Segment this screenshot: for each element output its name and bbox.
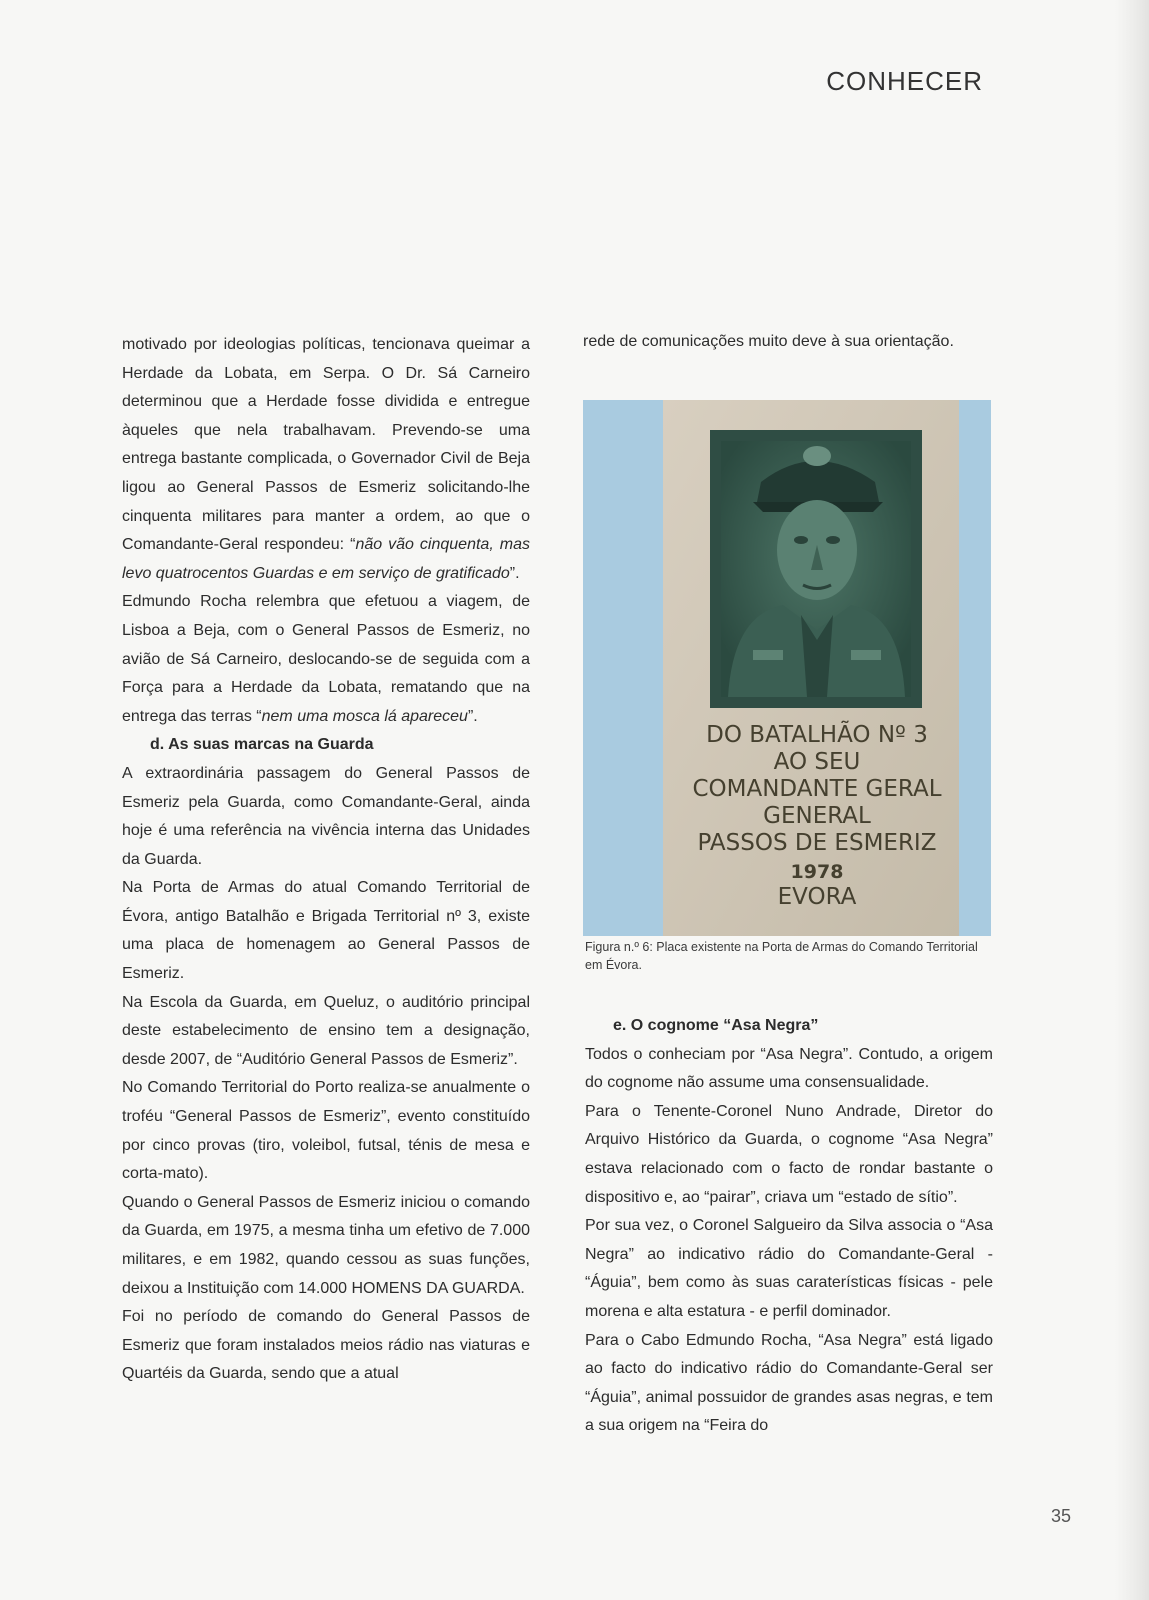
page-edge-shadow [1115,0,1149,1600]
paragraph: A extraordinária passagem do General Passos de Esmeriz pela Guarda, como Comandante-Geral, ainda hoje é uma referência na vivência interna das Unidades da Guarda. [122,764,530,868]
section-title: CONHECER [826,66,983,96]
page-number: 35 [1051,1506,1072,1526]
right-column-top [583,328,991,357]
paragraph: Por sua vez, o Coronel Salgueiro da Silva associa o “Asa Negra” ao indicativo rádio do Comandante-Geral - “Águia”, bem como às suas caraterísticas físicas - pele morena e alta estatura - e perfil dominador. [585,1217,993,1320]
plaque-line-2: AO SEU [773,749,861,775]
plaque-line-3: COMANDANTE GERAL [692,776,942,802]
paragraph: Foi no período de comando do General Passos de Esmeriz que foram instalados meios rádio nas viaturas e Quartéis da Guarda, sendo que a atual [122,1308,530,1383]
paragraph: Quando o General Passos de Esmeriz iniciou o comando da Guarda, em 1975, a mesma tinha um efetivo de 7.000 militares, e em 1982, quando cessou as suas funções, deixou a Instituição com 14.000 HOMENS DA GUARDA. [122,1193,530,1297]
heading-e: e. O cognome “Asa Negra” [613,1017,819,1034]
plaque-line-4: GENERAL [763,803,871,829]
plaque-line-7: EVORA [777,884,857,910]
left-column [122,331,530,1389]
paragraph [122,588,530,731]
paragraph: No Comando Territorial do Porto realiza-se anualmente o troféu “General Passos de Esmeriz”, evento constituído por cinco provas (tiro, voleibol, futsal, ténis de mesa e corta-mato). [122,1079,530,1183]
text-run: ”. [509,564,520,582]
paragraph: Na Porta de Armas do atual Comando Territorial de Évora, antigo Batalhão e Brigada Territorial nº 3, existe uma placa de homenagem ao General Passos de Esmeriz. [122,879,530,983]
paragraph [122,331,530,588]
paragraph: Para o Tenente-Coronel Nuno Andrade, Diretor do Arquivo Histórico da Guarda, o cognome “Asa Negra” estava relacionado com o facto de rondar bastante o dispositivo e, ao “pairar”, criava um “estado de sítio”. [585,1102,993,1206]
plaque-photo [583,400,991,936]
paragraph: Para o Cabo Edmundo Rocha, “Asa Negra” está ligado ao facto do indicativo rádio do Comandante-Geral ser “Águia”, animal possuidor de grandes asas negras, e tem a sua origem na “Feira do [585,1331,993,1435]
quote: não vão cinquenta, mas levo quatrocentos Guardas e em serviço de gratificado [122,536,530,582]
text-run: ”. [467,707,478,725]
plaque-line-1: DO BATALHÃO Nº 3 [706,722,928,748]
text-run: motivado por ideologias políticas, tencionava queimar a Herdade da Lobata, em Serpa. O Dr. Sá Carneiro determinou que a Herdade fosse dividida e entregue àqueles que nela trabalhavam. Prevendo-se uma entrega bastante complicada, o Governador Civil de Beja ligou ao General Passos de Esmeriz solicitando-lhe cinquenta militares para manter a ordem, ao que o Comandante-Geral respondeu: “ [122,336,530,554]
quote: nem uma mosca lá apareceu [261,707,468,725]
text-run: Edmundo Rocha relembra que efetuou a viagem, de Lisboa a Beja, com o General Passos de Esmeriz, no avião de Sá Carneiro, deslocando-se de seguida com a Força para a Herdade da Lobata, rematando que na entrega das terras “ [122,593,530,725]
plaque-illustration [583,400,991,936]
plaque-line-5: PASSOS DE ESMERIZ [697,830,937,856]
paragraph: Todos o conheciam por “Asa Negra”. Contudo, a origem do cognome não assume uma consensualidade. [585,1045,993,1092]
figure-caption: Figura n.º 6: Placa existente na Porta de Armas do Comando Territorial em Évora. [585,940,978,972]
paragraph: Na Escola da Guarda, em Queluz, o auditório principal deste estabelecimento de ensino tem a designação, desde 2007, de “Auditório General Passos de Esmeriz”. [122,993,530,1068]
plaque-line-6: 1978 [790,861,844,883]
right-column-bottom [585,1012,993,1441]
paragraph: rede de comunicações muito deve à sua orientação. [583,333,954,350]
heading-d: d. As suas marcas na Guarda [150,736,374,754]
